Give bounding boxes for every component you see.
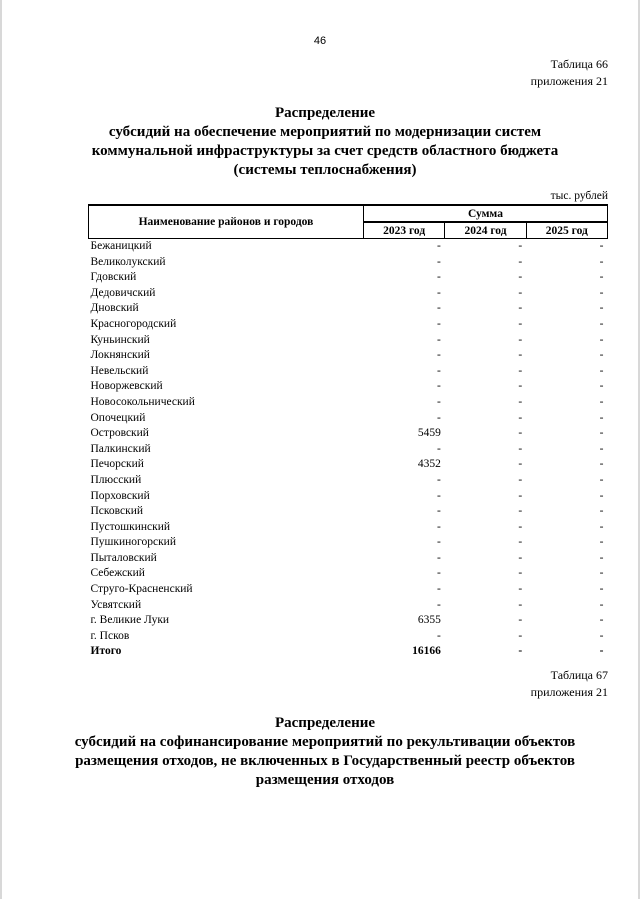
row-value-2023: - [437, 489, 441, 502]
row-name: Опочецкий [90, 411, 146, 424]
row-name: Усвятский [90, 598, 142, 611]
row-value-2024: - [518, 489, 523, 502]
row-name: Новоржевский [90, 380, 163, 393]
row-value-2024: - [518, 333, 523, 346]
header-year-2023: 2023 год [363, 222, 444, 239]
row-name: Красногородский [90, 317, 177, 330]
row-value-2024: - [518, 442, 523, 455]
header-year-2025: 2025 год [526, 222, 607, 239]
table-row [89, 504, 608, 520]
table-row [89, 364, 608, 380]
table66-title-line4: (системы теплоснабжения) [233, 162, 417, 178]
row-value-2023: - [437, 520, 441, 533]
table66-title-line1: Распределение [274, 105, 376, 121]
row-value-2024: - [518, 255, 523, 268]
row-value-2024: - [518, 380, 523, 393]
row-name: Великолукский [90, 255, 166, 268]
table-row [89, 270, 608, 286]
row-value-2023: - [437, 271, 441, 284]
row-value-2024: - [518, 567, 523, 580]
row-value-2024: - [518, 583, 523, 596]
total-row [89, 644, 608, 660]
row-value-2025: - [599, 505, 604, 518]
table66-title-line2: субсидий на обеспечение мероприятий по модернизации систем [108, 124, 542, 140]
row-name: Пустошкинский [90, 520, 171, 533]
table-row [89, 520, 608, 536]
row-name: Бежаницкий [90, 240, 152, 252]
header-year-2024: 2024 год [445, 222, 526, 239]
table66-reference [531, 56, 608, 90]
table67-title-line2: субсидий на софинансирование мероприятий по рекультивации объектов [74, 734, 576, 750]
table66-ref-line2: приложения 21 [530, 74, 608, 88]
table67-title-line4: размещения отходов [255, 772, 395, 788]
row-value-2024: - [518, 427, 523, 440]
row-value-2025: - [599, 349, 604, 362]
row-name: Струго-Красненский [90, 583, 193, 596]
table-row [89, 535, 608, 551]
row-value-2025: - [599, 317, 604, 330]
row-name: Новосокольнический [90, 395, 195, 408]
row-value-2024: - [518, 629, 523, 642]
row-value-2025: - [599, 364, 604, 377]
row-value-2025: - [599, 583, 604, 596]
header-sum: Сумма [363, 206, 607, 223]
row-value-2023: - [437, 380, 441, 393]
row-value-2024: - [518, 505, 523, 518]
row-name: Куньинский [90, 333, 150, 346]
total-value-2023: 16166 [412, 645, 441, 658]
row-name: Дновский [90, 302, 139, 315]
units-label: тыс. рублей [550, 190, 608, 202]
row-value-2023: 5459 [417, 427, 441, 440]
table67-title [40, 714, 610, 790]
row-value-2025: - [599, 458, 604, 471]
row-value-2024: - [518, 598, 523, 611]
table-row [89, 395, 608, 411]
row-name: Локнянский [90, 349, 150, 362]
row-value-2025: - [599, 473, 604, 486]
row-value-2025: - [599, 598, 604, 611]
table-row [89, 411, 608, 427]
row-value-2024: - [518, 317, 523, 330]
table-row [89, 301, 608, 317]
row-value-2023: 6355 [417, 614, 441, 627]
row-value-2025: - [599, 489, 604, 502]
row-value-2023: - [437, 317, 441, 330]
row-value-2023: - [437, 364, 441, 377]
row-value-2025: - [599, 567, 604, 580]
table-row [89, 598, 608, 614]
table67-title-line3: размещения отходов, не включенных в Государственный реестр объектов [75, 753, 575, 769]
row-name: Палкинский [90, 442, 151, 455]
row-name: Дедовичский [90, 286, 156, 299]
row-value-2023: - [437, 583, 441, 596]
row-value-2025: - [599, 520, 604, 533]
total-label: Итого [90, 645, 122, 658]
row-value-2024: - [518, 364, 523, 377]
table-row [89, 348, 608, 364]
row-name: Невельский [90, 364, 149, 377]
row-value-2025: - [599, 395, 604, 408]
row-value-2025: - [599, 614, 604, 627]
row-value-2023: - [437, 473, 441, 486]
row-value-2025: - [599, 255, 604, 268]
row-value-2024: - [518, 411, 523, 424]
row-value-2024: - [518, 395, 523, 408]
row-value-2025: - [599, 286, 604, 299]
row-name: Печорский [90, 458, 144, 471]
row-name: Псковский [90, 505, 144, 518]
total-value-2024: - [518, 645, 523, 658]
row-value-2024: - [518, 473, 523, 486]
row-value-2024: - [518, 536, 523, 549]
row-value-2023: - [437, 567, 441, 580]
row-value-2024: - [518, 458, 523, 471]
row-name: Плюсский [90, 473, 142, 486]
row-value-2024: - [518, 520, 523, 533]
row-value-2023: - [437, 395, 441, 408]
table-row [89, 613, 608, 629]
table-row [89, 489, 608, 505]
row-value-2025: - [599, 271, 604, 284]
page-edge-left [0, 0, 2, 899]
table66-title [60, 104, 590, 180]
row-name: Порховский [90, 489, 150, 502]
row-value-2023: - [437, 598, 441, 611]
table-row [89, 582, 608, 598]
row-value-2025: - [599, 240, 604, 252]
row-value-2024: - [518, 349, 523, 362]
table-row [89, 333, 608, 349]
table66-title-line3: коммунальной инфраструктуры за счет средств областного бюджета [91, 143, 559, 159]
table-row [89, 426, 608, 442]
row-value-2023: - [437, 551, 441, 564]
row-value-2023: - [437, 333, 441, 346]
row-value-2025: - [599, 333, 604, 346]
row-value-2023: - [437, 442, 441, 455]
total-value-2025: - [599, 645, 604, 658]
row-name: Пушкиногорский [90, 536, 176, 549]
row-value-2023: - [437, 302, 441, 315]
row-value-2024: - [518, 302, 523, 315]
row-name: г. Великие Луки [90, 614, 170, 627]
row-value-2023: - [437, 411, 441, 424]
row-value-2025: - [599, 380, 604, 393]
table-row [89, 442, 608, 458]
table-row [89, 457, 608, 473]
row-value-2024: - [518, 286, 523, 299]
row-value-2024: - [518, 614, 523, 627]
row-value-2025: - [599, 411, 604, 424]
page-number: 46 [313, 35, 327, 47]
table-row [89, 473, 608, 489]
row-value-2023: - [437, 505, 441, 518]
table-row [89, 286, 608, 302]
table-row [89, 239, 608, 255]
row-name: Пыталовский [90, 551, 157, 564]
row-value-2023: - [437, 536, 441, 549]
header-name-column: Наименование районов и городов [89, 206, 364, 239]
row-value-2023: - [437, 629, 441, 642]
table-row [89, 551, 608, 567]
table-row [89, 566, 608, 582]
row-value-2023: 4352 [417, 458, 441, 471]
table-body [89, 239, 608, 661]
row-value-2025: - [599, 427, 604, 440]
row-name: Гдовский [90, 271, 137, 284]
distribution-table [88, 205, 608, 660]
table67-ref-line2: приложения 21 [530, 685, 608, 699]
row-value-2024: - [518, 240, 523, 252]
table-row [89, 317, 608, 333]
table67-reference [531, 667, 608, 701]
table-row [89, 255, 608, 271]
row-name: Себежский [90, 567, 145, 580]
table-row [89, 629, 608, 645]
row-value-2023: - [437, 349, 441, 362]
row-value-2025: - [599, 536, 604, 549]
row-value-2025: - [599, 629, 604, 642]
row-value-2024: - [518, 271, 523, 284]
table66-ref-line1: Таблица 66 [550, 57, 608, 71]
row-name: Островский [90, 427, 149, 440]
table-row [89, 379, 608, 395]
row-value-2023: - [437, 286, 441, 299]
row-value-2025: - [599, 442, 604, 455]
row-value-2025: - [599, 551, 604, 564]
table67-title-line1: Распределение [274, 715, 376, 731]
row-value-2023: - [437, 240, 441, 252]
row-value-2023: - [437, 255, 441, 268]
table67-ref-line1: Таблица 67 [550, 668, 608, 682]
row-name: г. Псков [90, 629, 130, 642]
row-value-2024: - [518, 551, 523, 564]
row-value-2025: - [599, 302, 604, 315]
